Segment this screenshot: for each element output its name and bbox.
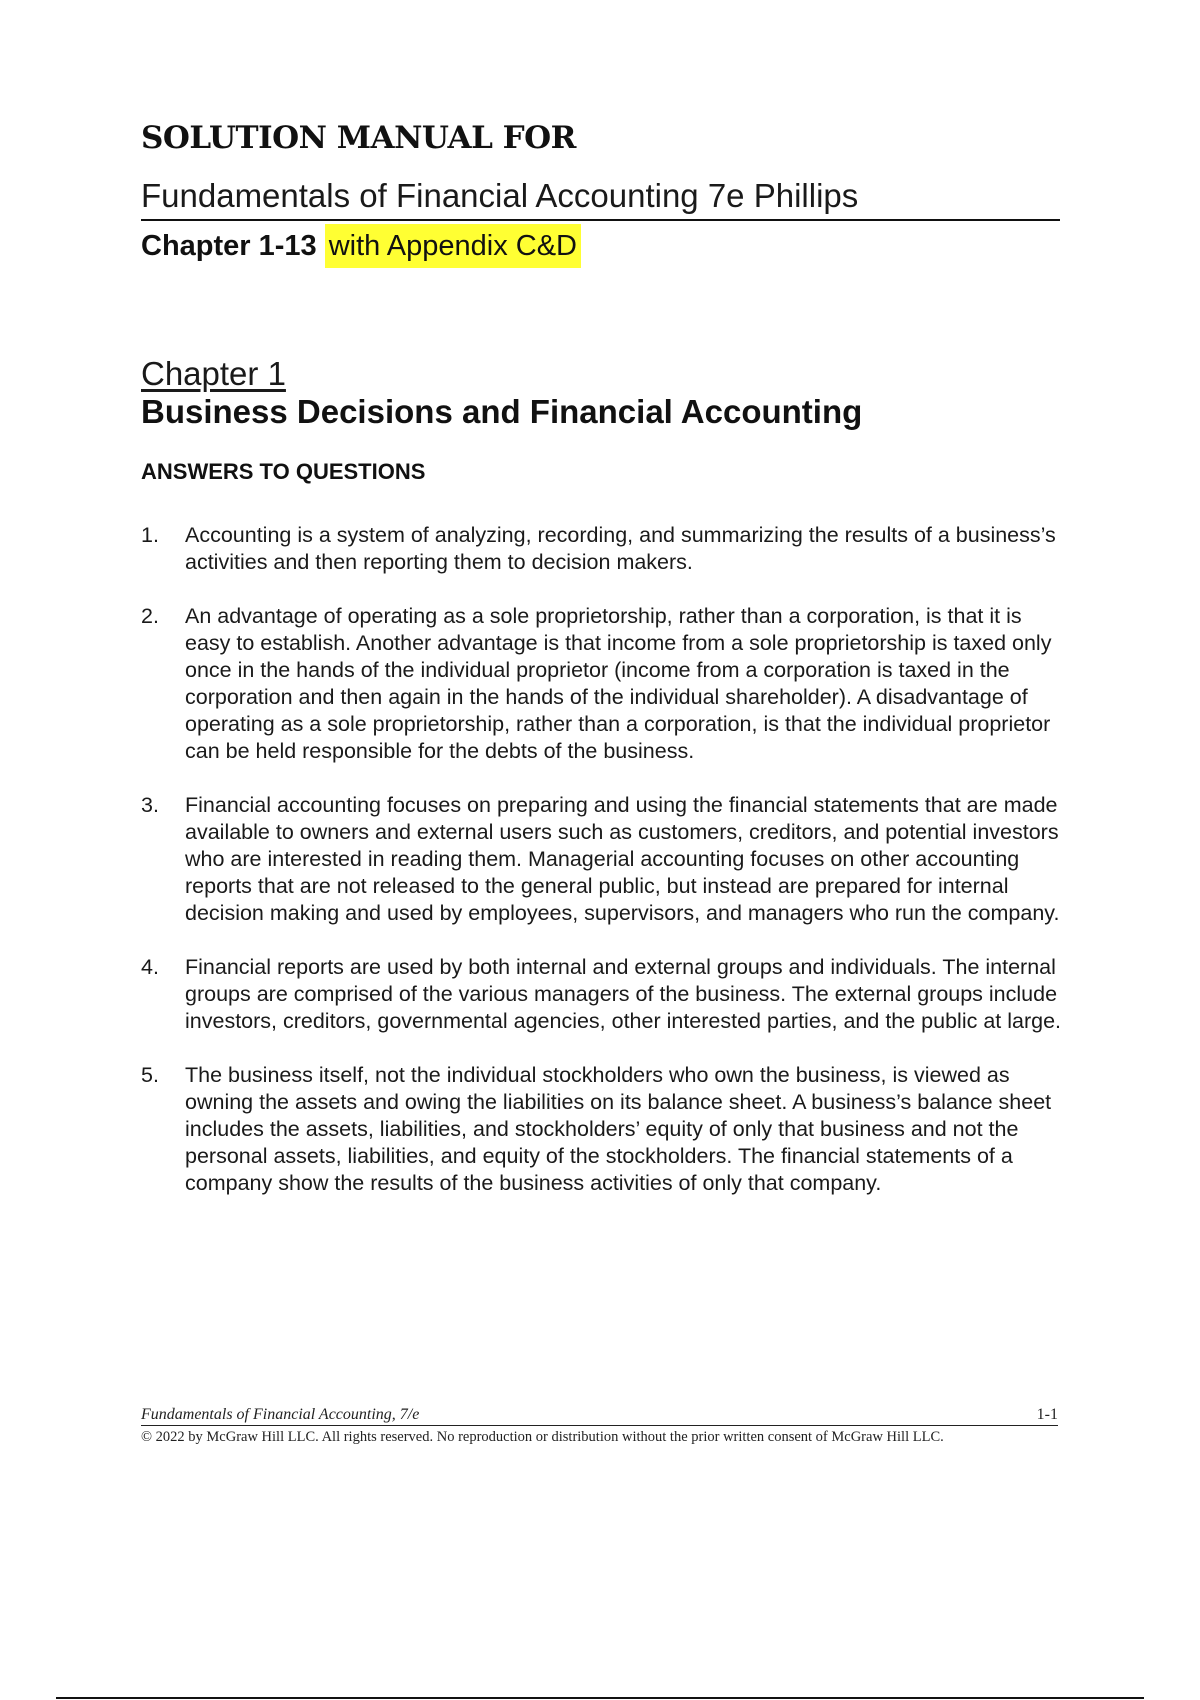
chapter-title: Business Decisions and Financial Accounting	[141, 393, 863, 430]
footer-page-number: 1-1	[1036, 1406, 1058, 1423]
answer-item	[141, 792, 1061, 927]
page-footer	[141, 1406, 1058, 1446]
answer-item	[141, 522, 1061, 576]
footer-book-ref: Fundamentals of Financial Accounting, 7/e	[141, 1406, 420, 1423]
answers-list	[141, 522, 1061, 1224]
answer-number: 4.	[141, 955, 159, 979]
answer-item	[141, 954, 1061, 1035]
answer-text: The business itself, not the individual stockholders who own the business, is viewed as owning the assets and owing the liabilities on its balance sheet. A business’s balance sheet includes the assets, liabilities, and stockholders’ equity of only that business and not the personal assets, liabilities, and equity of the stockholders. The financial statements of a company show the results of the business activities of only that company.	[185, 1063, 1052, 1195]
appendix-highlight: with Appendix C&D	[325, 224, 581, 268]
book-title: Fundamentals of Financial Accounting 7e Phillips	[141, 177, 1060, 221]
solution-manual-heading: SOLUTION MANUAL FOR	[141, 120, 576, 156]
answer-number: 1.	[141, 523, 159, 547]
answer-item	[141, 603, 1061, 765]
chapter-label: Chapter 1	[141, 355, 286, 392]
answer-text: Accounting is a system of analyzing, recording, and summarizing the results of a business’s activities and then reporting them to decision makers.	[185, 523, 1056, 574]
answer-number: 2.	[141, 604, 159, 628]
bottom-divider	[56, 1697, 1144, 1699]
answer-number: 5.	[141, 1063, 159, 1087]
chapter-range-text: Chapter 1-13	[141, 230, 317, 262]
answer-text: Financial reports are used by both internal and external groups and individuals. The internal groups are comprised of the various managers of the business. The external groups include investors, creditors, governmental agencies, other interested parties, and the public at large.	[185, 955, 1062, 1033]
footer-copyright: © 2022 by McGraw Hill LLC. All rights reserved. No reproduction or distribution without the prior written consent of McGraw Hill LLC.	[141, 1429, 944, 1445]
chapter-range	[141, 230, 581, 263]
section-heading: ANSWERS TO QUESTIONS	[141, 459, 426, 484]
answer-text: Financial accounting focuses on preparing and using the financial statements that are made available to owners and external users such as customers, creditors, and potential investors who are interested in reading them. Managerial accounting focuses on other accounting reports that are not released to the general public, but instead are prepared for internal decision making and used by employees, supervisors, and managers who run the company.	[185, 793, 1060, 925]
footer-rule	[141, 1406, 1058, 1426]
answer-item	[141, 1062, 1061, 1197]
answer-text: An advantage of operating as a sole proprietorship, rather than a corporation, is that it is easy to establish. Another advantage is that income from a sole proprietorship is taxed only once in the hands of the individual proprietor (income from a corporation is taxed in the corporation and then again in the hands of the individual shareholder). A disadvantage of operating as a sole proprietorship, rather than a corporation, is that the individual proprietor can be held responsible for the debts of the business.	[185, 604, 1052, 763]
answer-number: 3.	[141, 793, 159, 817]
